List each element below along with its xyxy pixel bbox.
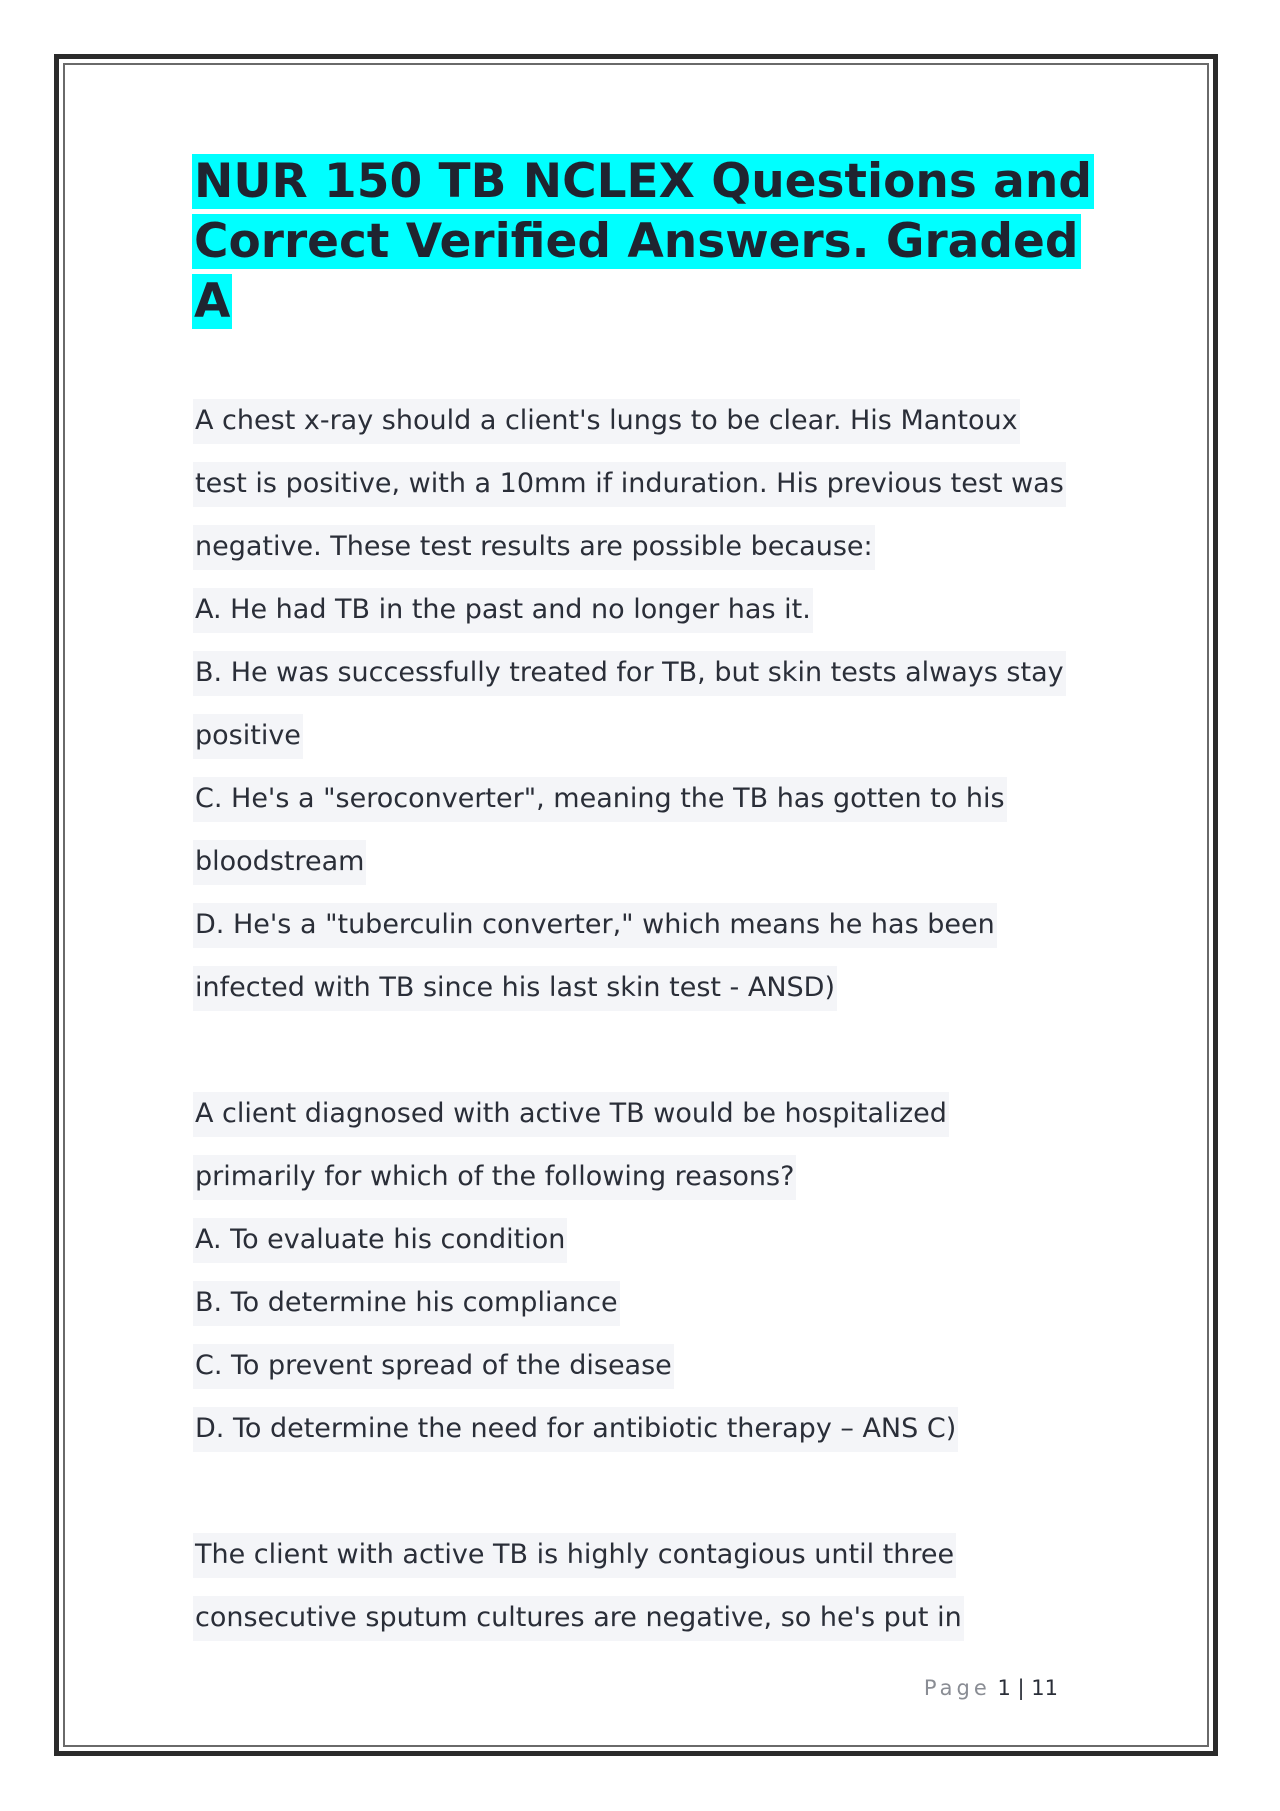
body-line-text: consecutive sputum cultures are negative, so he's put in bbox=[193, 1596, 964, 1641]
answer-option bbox=[193, 1397, 1093, 1460]
page-label: Page bbox=[923, 1676, 991, 1700]
answer-option-text: bloodstream bbox=[193, 840, 366, 885]
answer-option bbox=[193, 767, 1093, 830]
answer-option bbox=[193, 1334, 1093, 1397]
answer-option-text: D. He's a "tuberculin converter," which means he has been bbox=[193, 903, 997, 948]
answer-option bbox=[193, 1271, 1093, 1334]
body-line-text: The client with active TB is highly contagious until three bbox=[193, 1533, 956, 1578]
paragraph-gap bbox=[193, 1019, 1093, 1082]
answer-option-continued bbox=[193, 830, 1093, 893]
answer-option bbox=[193, 578, 1093, 641]
page-footer bbox=[924, 1676, 1058, 1700]
answer-option-text: B. To determine his compliance bbox=[193, 1281, 620, 1326]
current-page-number: 1 bbox=[997, 1676, 1011, 1700]
answer-option-text: infected with TB since his last skin test - ANSD) bbox=[193, 966, 837, 1011]
body-line bbox=[193, 1586, 1093, 1649]
body-line bbox=[193, 452, 1093, 515]
answer-option bbox=[193, 1208, 1093, 1271]
body-line bbox=[193, 1082, 1093, 1145]
answer-option-continued bbox=[193, 956, 1093, 1019]
document-title bbox=[192, 152, 1092, 332]
body-line-text: A chest x-ray should a client's lungs to be clear. His Mantoux bbox=[193, 399, 1020, 444]
body-line bbox=[193, 515, 1093, 578]
answer-option-text: D. To determine the need for antibiotic therapy – ANS C) bbox=[193, 1407, 958, 1452]
answer-option-text: A. He had TB in the past and no longer has it. bbox=[193, 588, 813, 633]
document-title-text: NUR 150 TB NCLEX Questions and Correct Verified Answers. Graded A bbox=[194, 154, 1093, 329]
answer-option-text: A. To evaluate his condition bbox=[193, 1218, 567, 1263]
body-line bbox=[193, 1523, 1093, 1586]
body-line-text: negative. These test results are possible because: bbox=[193, 525, 875, 570]
body-line-text: A client diagnosed with active TB would be hospitalized bbox=[193, 1092, 949, 1137]
document-body bbox=[193, 389, 1093, 1649]
answer-option-text: C. He's a "seroconverter", meaning the TB has gotten to his bbox=[193, 777, 1007, 822]
paragraph-gap bbox=[193, 1460, 1093, 1523]
answer-option bbox=[193, 641, 1093, 704]
body-line-text: primarily for which of the following reasons? bbox=[193, 1155, 796, 1200]
body-line bbox=[193, 1145, 1093, 1208]
page-separator: | bbox=[1017, 1676, 1025, 1700]
body-line-text: test is positive, with a 10mm if induration. His previous test was bbox=[193, 462, 1066, 507]
answer-option bbox=[193, 893, 1093, 956]
body-line bbox=[193, 389, 1093, 452]
answer-option-text: C. To prevent spread of the disease bbox=[193, 1344, 674, 1389]
total-pages-number: 11 bbox=[1031, 1676, 1058, 1700]
answer-option-text: positive bbox=[193, 714, 303, 759]
answer-option-text: B. He was successfully treated for TB, but skin tests always stay bbox=[193, 651, 1066, 696]
answer-option-continued bbox=[193, 704, 1093, 767]
